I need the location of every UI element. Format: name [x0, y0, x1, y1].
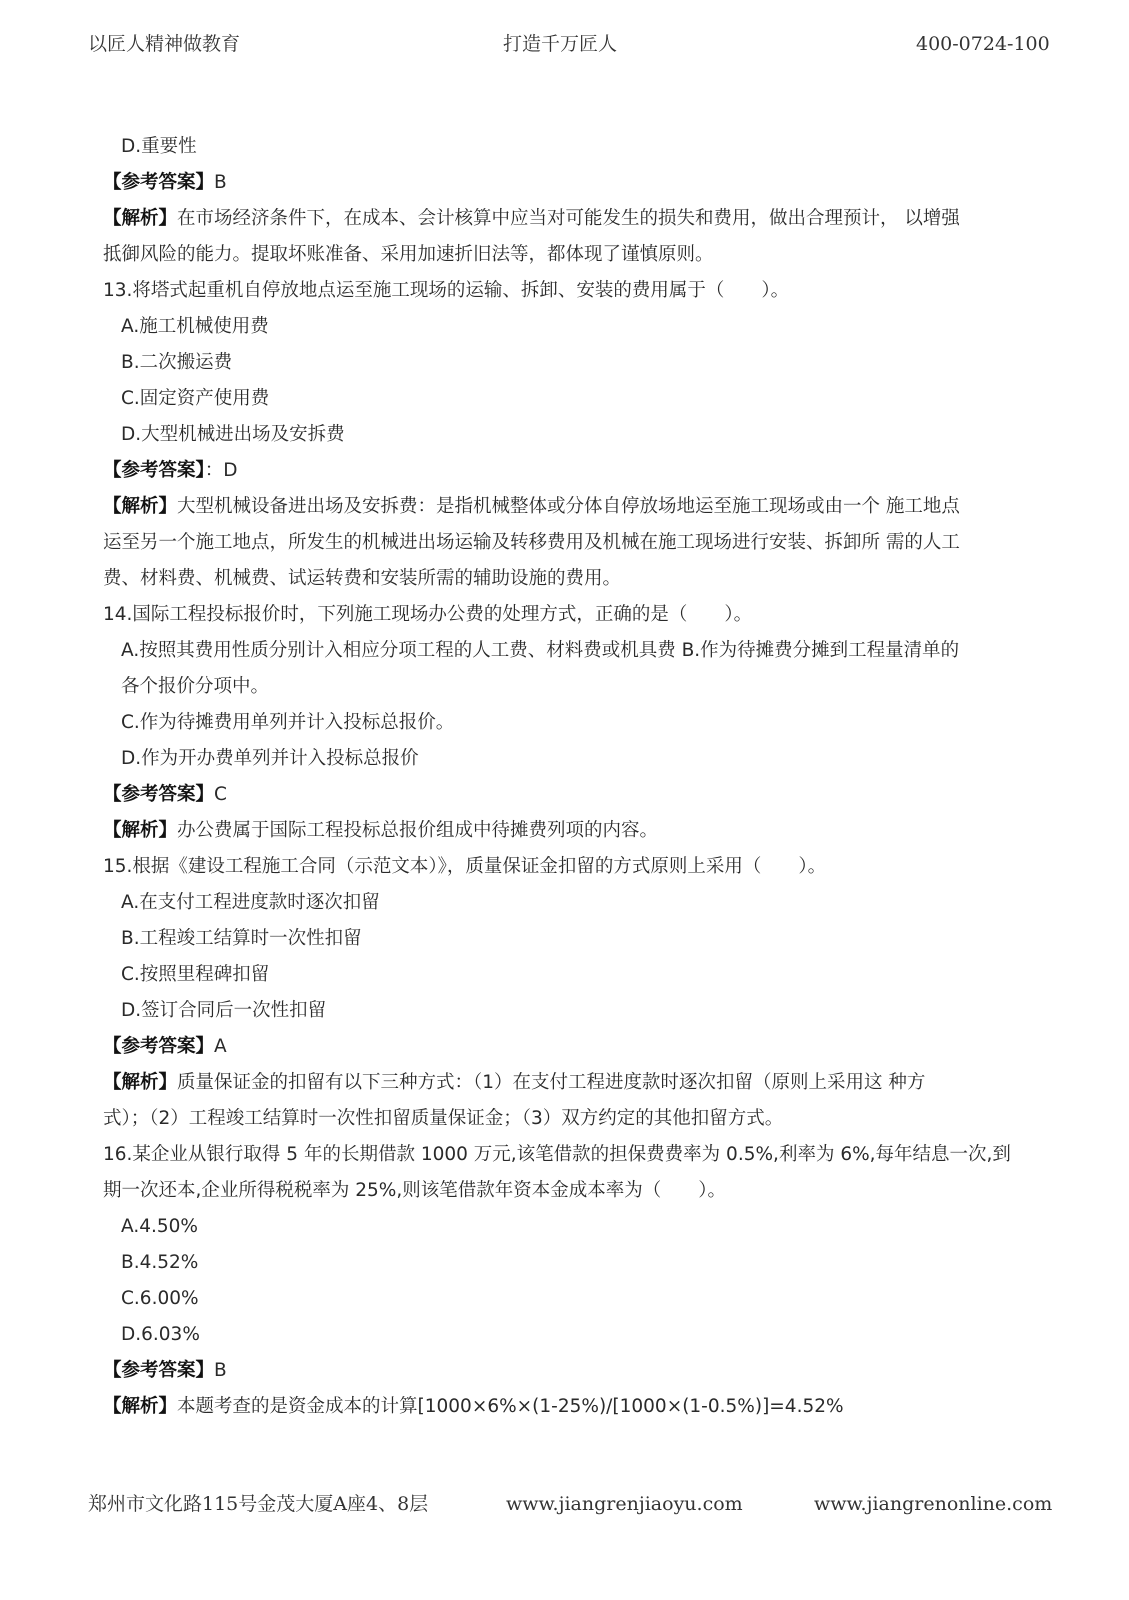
analysis-text: 办公费属于国际工程投标总报价组成中待摊费列项的内容。 [177, 820, 659, 841]
option-line: D.签订合同后一次性扣留 [121, 1000, 327, 1021]
analysis-text: 大型机械设备进出场及安拆费：是指机械整体或分体自停放场地运至施工现场或由一个 施工地点 [177, 496, 960, 517]
footer-address: 郑州市文化路115号金茂大厦A座4、8层 [88, 1493, 429, 1515]
analysis-label: 【解析】 [103, 820, 178, 841]
footer-website-link[interactable]: www.jiangrenonline.com [814, 1493, 1053, 1515]
body-line: 运至另一个施工地点，所发生的机械进出场运输及转移费用及机械在施工现场进行安装、拆卸所 需的人工 [103, 532, 960, 553]
option-line: D.作为开办费单列并计入投标总报价 [121, 748, 419, 769]
answer-line [103, 1030, 227, 1064]
answer-value: A [214, 1036, 227, 1057]
analysis-text: 本题考查的是资金成本的计算[1000×6%×(1-25%)/[1000×(1-0.5%)]=4.52% [177, 1396, 844, 1417]
option-line: 各个报价分项中。 [121, 676, 270, 697]
answer-line [103, 1354, 227, 1388]
option-line: A.按照其费用性质分别计入相应分项工程的人工费、材料费或机具费 B.作为待摊费分摊到工程量清单的 [121, 640, 960, 661]
option-line: A.施工机械使用费 [121, 316, 269, 337]
option-line: C.作为待摊费用单列并计入投标总报价。 [121, 712, 455, 733]
answer-line [103, 166, 227, 200]
analysis-line [103, 1390, 844, 1424]
answer-label: 【参考答案】 [103, 1360, 215, 1381]
header-slogan: 以匠人精神做教育 [88, 33, 241, 55]
analysis-label: 【解析】 [103, 208, 178, 229]
header-phone: 400-0724-100 [916, 33, 1050, 55]
answer-value: B [214, 1360, 227, 1381]
answer-label: 【参考答案】 [103, 784, 215, 805]
answer-line [103, 454, 238, 488]
answer-label: 【参考答案】 [103, 172, 215, 193]
answer-line [103, 778, 227, 812]
analysis-line [103, 814, 658, 848]
answer-label: 【参考答案】 [103, 460, 205, 481]
body-line: 式）；（2）工程竣工结算时一次性扣留质量保证金；（3）双方约定的其他扣留方式。 [103, 1108, 784, 1129]
option-line: A.4.50% [121, 1216, 198, 1237]
question-line: 15.根据《建设工程施工合同（示范文本）》，质量保证金扣留的方式原则上采用（ ）。 [103, 856, 827, 877]
option-line: C.固定资产使用费 [121, 388, 270, 409]
analysis-label: 【解析】 [103, 496, 178, 517]
option-line: B.4.52% [121, 1252, 199, 1273]
question-line: 16.某企业从银行取得 5 年的长期借款 1000 万元,该笔借款的担保费费率为 0.5%,利率为 6%,每年结息一次,到 [103, 1144, 1011, 1165]
answer-value: B [214, 172, 227, 193]
analysis-label: 【解析】 [103, 1396, 178, 1417]
analysis-label: 【解析】 [103, 1072, 178, 1093]
option-line: D.大型机械进出场及安拆费 [121, 424, 345, 445]
option-line: B.工程竣工结算时一次性扣留 [121, 928, 362, 949]
option-line: C.6.00% [121, 1288, 199, 1309]
analysis-line [103, 1066, 925, 1100]
analysis-text: 质量保证金的扣留有以下三种方式：（1）在支付工程进度款时逐次扣留（原则上采用这 种方 [177, 1072, 926, 1093]
page-footer [0, 1488, 1129, 1520]
analysis-line [103, 202, 960, 236]
analysis-text: 在市场经济条件下，在成本、会计核算中应当对可能发生的损失和费用，做出合理预计， 以增强 [177, 208, 960, 229]
option-line: C.按照里程碑扣留 [121, 964, 270, 985]
option-line: A.在支付工程进度款时逐次扣留 [121, 892, 380, 913]
option-line: D.重要性 [121, 136, 197, 157]
footer-website-link[interactable]: www.jiangrenjiaoyu.com [506, 1493, 743, 1515]
analysis-line [103, 490, 960, 524]
body-line: 费、材料费、机械费、试运转费和安装所需的辅助设施的费用。 [103, 568, 622, 589]
option-line: D.6.03% [121, 1324, 200, 1345]
question-line: 14.国际工程投标报价时，下列施工现场办公费的处理方式，正确的是（ ）。 [103, 604, 753, 625]
question-line: 13.将塔式起重机自停放地点运至施工现场的运输、拆卸、安装的费用属于（ ）。 [103, 280, 790, 301]
body-line: 抵御风险的能力。提取坏账准备、采用加速折旧法等，都体现了谨慎原则。 [103, 244, 714, 265]
page-header [0, 28, 1129, 60]
answer-value: C [214, 784, 227, 805]
question-line: 期一次还本,企业所得税税率为 25%,则该笔借款年资本金成本率为（ ）。 [103, 1180, 727, 1201]
option-line: B.二次搬运费 [121, 352, 233, 373]
answer-label: 【参考答案】 [103, 1036, 215, 1057]
answer-value: ：D [204, 460, 238, 481]
header-center-slogan: 打造千万匠人 [503, 33, 618, 55]
